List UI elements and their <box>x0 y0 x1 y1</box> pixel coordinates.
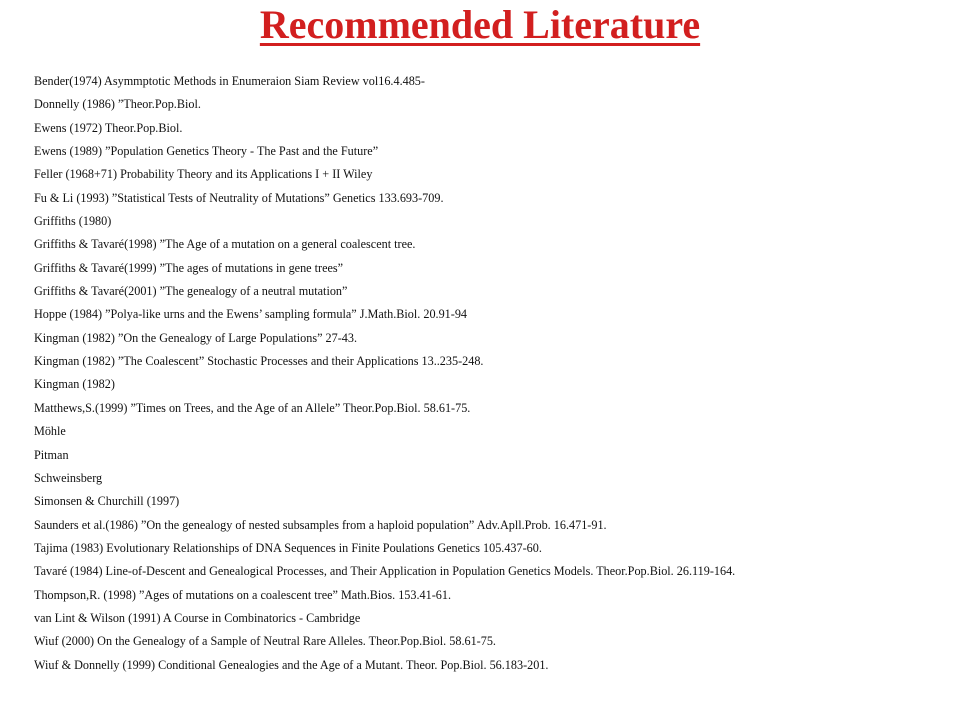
reference-item: Kingman (1982) ”The Coalescent” Stochastic Processes and their Applications 13..235-248. <box>34 354 484 369</box>
reference-item: Feller (1968+71) Probability Theory and its Applications I + II Wiley <box>34 167 373 182</box>
reference-item: Ewens (1989) ”Population Genetics Theory - The Past and the Future” <box>34 144 379 159</box>
reference-item: Griffiths & Tavaré(1999) ”The ages of mutations in gene trees” <box>34 260 344 275</box>
reference-item: Donnelly (1986) ”Theor.Pop.Biol. <box>34 97 201 112</box>
reference-item: Griffiths (1980) <box>34 214 112 229</box>
slide-title: Recommended Literature <box>259 2 701 47</box>
reference-item: Simonsen & Churchill (1997) <box>34 494 180 509</box>
reference-item: Pitman <box>34 447 69 462</box>
reference-item: Tavaré (1984) Line-of-Descent and Genealogical Processes, and Their Application in Population Genetics Models. Theor.Pop.Biol. 26.119-164. <box>34 564 736 579</box>
reference-item: Möhle <box>34 424 66 439</box>
reference-item: Schweinsberg <box>34 470 103 485</box>
reference-item: Thompson,R. (1998) ”Ages of mutations on a coalescent tree” Math.Bios. 153.41-61. <box>34 587 451 602</box>
reference-item: Griffiths & Tavaré(2001) ”The genealogy of a neutral mutation” <box>34 284 348 299</box>
reference-item: Fu & Li (1993) ”Statistical Tests of Neutrality of Mutations” Genetics 133.693-709. <box>34 190 444 205</box>
reference-item: Wiuf (2000) On the Genealogy of a Sample of Neutral Rare Alleles. Theor.Pop.Biol. 58.61-75. <box>34 634 496 649</box>
reference-item: Tajima (1983) Evolutionary Relationships of DNA Sequences in Finite Poulations Genetics 105.437-60. <box>34 540 542 555</box>
reference-item: Griffiths & Tavaré(1998) ”The Age of a mutation on a general coalescent tree. <box>34 237 416 252</box>
reference-list <box>34 70 934 677</box>
reference-item: Saunders et al.(1986) ”On the genealogy of nested subsamples from a haploid population” Adv.Apll.Prob. 16.471-91. <box>34 517 607 532</box>
reference-item: Kingman (1982) <box>34 377 115 392</box>
reference-item: van Lint & Wilson (1991) A Course in Combinatorics - Cambridge <box>34 610 361 625</box>
reference-item: Hoppe (1984) ”Polya-like urns and the Ewens’ sampling formula” J.Math.Biol. 20.91-94 <box>34 307 468 322</box>
reference-item: Wiuf & Donnelly (1999) Conditional Genealogies and the Age of a Mutant. Theor. Pop.Biol. 56.183-201. <box>34 657 549 672</box>
reference-item: Bender(1974) Asymmptotic Methods in Enumeraion Siam Review vol16.4.485- <box>34 74 425 88</box>
reference-item: Ewens (1972) Theor.Pop.Biol. <box>34 120 183 135</box>
reference-item: Kingman (1982) ”On the Genealogy of Large Populations” 27-43. <box>34 330 358 345</box>
reference-item: Matthews,S.(1999) ”Times on Trees, and the Age of an Allele” Theor.Pop.Biol. 58.61-75. <box>34 400 471 415</box>
